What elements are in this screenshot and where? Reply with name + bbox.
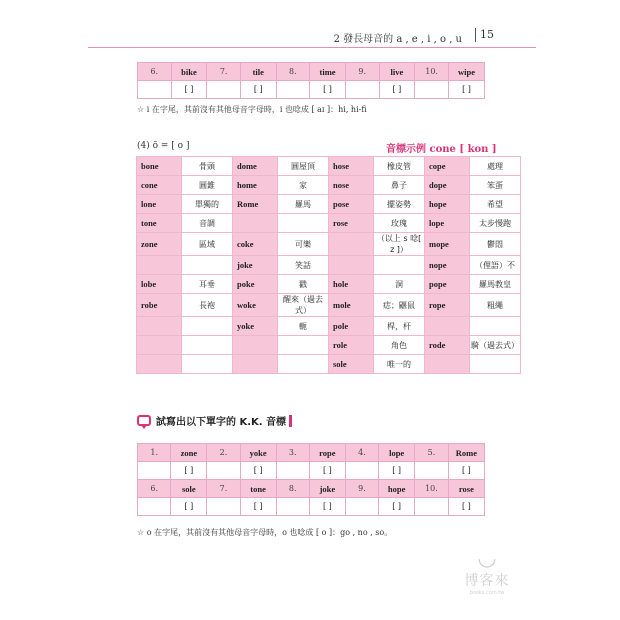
vocab-meaning: 角色 (374, 336, 425, 355)
answer-bracket[interactable]: [ ] (240, 462, 276, 480)
vocab-word: lone (137, 195, 182, 214)
vocab-meaning: 笑話 (278, 256, 329, 275)
table-row (138, 63, 485, 81)
vocab-word: role (329, 336, 374, 355)
table-row (138, 498, 485, 516)
item-word: tile (240, 63, 276, 81)
vocab-meaning (182, 355, 233, 374)
vocab-meaning: 騎（過去式） (470, 336, 521, 355)
item-number: 1. (138, 444, 171, 462)
vocab-word: pole (329, 317, 374, 336)
vocab-word (137, 317, 182, 336)
vocab-meaning: 戳 (278, 275, 329, 294)
item-word: joke (309, 480, 345, 498)
vocab-word: zone (137, 233, 182, 256)
item-number: 8. (276, 480, 309, 498)
vocab-word (233, 336, 278, 355)
page-header (88, 22, 536, 48)
vocab-word: cope (425, 157, 470, 176)
vocab-word: sole (329, 355, 374, 374)
vocab-word (233, 355, 278, 374)
item-word: sole (171, 480, 207, 498)
vocab-word (137, 256, 182, 275)
vocab-meaning: 家 (278, 176, 329, 195)
answer-bracket[interactable]: [ ] (171, 81, 207, 99)
answer-bracket[interactable]: [ ] (379, 81, 415, 99)
vocab-meaning (374, 256, 425, 275)
vocab-word: hole (329, 275, 374, 294)
vocab-word (425, 317, 470, 336)
heading-accent-bar (289, 415, 292, 427)
table-row (137, 256, 521, 275)
item-number: 10. (415, 63, 449, 81)
vocab-word (425, 355, 470, 374)
item-number: 9. (345, 480, 378, 498)
answer-bracket[interactable]: [ ] (171, 498, 207, 516)
vocab-meaning: 羅馬教皇 (470, 275, 521, 294)
vocab-meaning (470, 317, 521, 336)
vocab-meaning: 圓錐 (182, 176, 233, 195)
vocab-meaning: 鼻子 (374, 176, 425, 195)
example-label: 音標示例 cone [ kon ] (386, 144, 497, 155)
vocab-meaning: 洞 (374, 275, 425, 294)
note-i-ending: ☆ i 在字尾，其前沒有其他母音字母時，i 也唸成 [ aɪ ]：hi, hi-fi (137, 105, 367, 114)
chat-bubble-icon (137, 415, 151, 426)
item-number: 2. (207, 444, 240, 462)
answer-bracket[interactable]: [ ] (448, 462, 484, 480)
vocab-word (329, 256, 374, 275)
answer-bracket[interactable]: [ ] (310, 81, 346, 99)
vocab-word (137, 355, 182, 374)
vocab-meaning (278, 336, 329, 355)
vocab-meaning: 醒來（過去式） (278, 294, 329, 317)
vocab-meaning: （俚語）不 (470, 256, 521, 275)
table-row (137, 214, 521, 233)
answer-bracket[interactable]: [ ] (379, 498, 415, 516)
item-word: bike (171, 63, 207, 81)
vocab-word: pope (425, 275, 470, 294)
vocab-meaning: 希望 (470, 195, 521, 214)
item-word: wipe (449, 63, 485, 81)
answer-bracket[interactable]: [ ] (448, 498, 484, 516)
table-row (137, 336, 521, 355)
vocab-meaning: 骨頭 (182, 157, 233, 176)
answer-bracket[interactable]: [ ] (449, 81, 485, 99)
item-number: 6. (138, 480, 171, 498)
header-separator (475, 28, 476, 42)
table-row (137, 294, 521, 317)
item-word: lope (379, 444, 415, 462)
vocab-word: rode (425, 336, 470, 355)
item-word: live (379, 63, 415, 81)
vocab-word: bone (137, 157, 182, 176)
vocab-word (137, 336, 182, 355)
vocab-meaning: 耳垂 (182, 275, 233, 294)
item-word: time (310, 63, 346, 81)
watermark (452, 548, 522, 608)
vocab-meaning: 唯一的 (374, 355, 425, 374)
exercise-heading (137, 413, 292, 428)
table-row (137, 317, 521, 336)
answer-bracket[interactable]: [ ] (309, 462, 345, 480)
item-word: tone (240, 480, 276, 498)
item-number: 4. (345, 444, 378, 462)
vocab-meaning: 痣；鼴鼠 (374, 294, 425, 317)
vocab-word: joke (233, 256, 278, 275)
table-row (138, 480, 485, 498)
item-number: 7. (207, 63, 241, 81)
section-title: (4) ō = [ o ] (137, 141, 190, 151)
table-row (137, 275, 521, 294)
vocab-word: hope (425, 195, 470, 214)
top-exercise-table (137, 62, 485, 99)
answer-bracket[interactable]: [ ] (240, 498, 276, 516)
vocab-word: hose (329, 157, 374, 176)
table-row (137, 233, 521, 256)
exercise-table (137, 443, 485, 516)
vocab-word: lope (425, 214, 470, 233)
item-word: zone (171, 444, 207, 462)
table-row (137, 195, 521, 214)
vocab-meaning: 太步慢跑 (470, 214, 521, 233)
vocab-meaning: （以上 s 唸[ z ]） (374, 233, 425, 256)
item-number: 8. (276, 63, 310, 81)
vocab-meaning (278, 214, 329, 233)
vocab-meaning: 區域 (182, 233, 233, 256)
exercise-heading-text: 試寫出以下單字的 K.K. 音標 (156, 417, 287, 428)
vocab-meaning (470, 355, 521, 374)
note-o-ending: ☆ o 在字尾，其前沒有其他母音字母時，o 也唸成 [ o ]：go , no , so。 (137, 528, 393, 537)
vocab-meaning: 可樂 (278, 233, 329, 256)
item-word: Rome (448, 444, 484, 462)
vocab-word: lobe (137, 275, 182, 294)
vocab-word (233, 214, 278, 233)
header-rule (88, 47, 536, 48)
vocab-meaning: 軛 (278, 317, 329, 336)
vocabulary-table (136, 156, 521, 374)
watermark-text: 博客來 (464, 573, 510, 589)
running-title: 2 發長母音的 a , e , i , o , u (333, 34, 462, 45)
vocab-meaning: 桿，杆 (374, 317, 425, 336)
table-row (137, 157, 521, 176)
vocab-word: robe (137, 294, 182, 317)
vocab-word: rose (329, 214, 374, 233)
vocab-meaning: 處理 (470, 157, 521, 176)
answer-bracket[interactable]: [ ] (379, 462, 415, 480)
vocab-word: cone (137, 176, 182, 195)
vocab-word: yoke (233, 317, 278, 336)
vocab-meaning: 笨蛋 (470, 176, 521, 195)
vocab-meaning (182, 336, 233, 355)
item-number: 7. (207, 480, 240, 498)
vocab-meaning: 玫瑰 (374, 214, 425, 233)
item-word: hope (379, 480, 415, 498)
vocab-word: mope (425, 233, 470, 256)
answer-bracket[interactable]: [ ] (171, 462, 207, 480)
table-row (137, 176, 521, 195)
vocab-word: dope (425, 176, 470, 195)
vocab-word: woke (233, 294, 278, 317)
vocab-meaning: 鬱悶 (470, 233, 521, 256)
vocab-meaning: 圓屋頂 (278, 157, 329, 176)
vocab-word: rope (425, 294, 470, 317)
vocab-word: coke (233, 233, 278, 256)
vocab-meaning: 粗繩 (470, 294, 521, 317)
answer-bracket[interactable]: [ ] (240, 81, 276, 99)
item-word: yoke (240, 444, 276, 462)
table-row (137, 355, 521, 374)
vocab-word: Rome (233, 195, 278, 214)
page-number: 15 (480, 28, 494, 41)
vocab-meaning: 橡皮管 (374, 157, 425, 176)
watermark-url: books.com.tw (469, 590, 505, 596)
shopping-bag-icon: ◡ (477, 546, 497, 571)
vocab-word: home (233, 176, 278, 195)
vocab-word: dome (233, 157, 278, 176)
item-number: 10. (415, 480, 449, 498)
table-row (138, 81, 485, 99)
vocab-meaning (182, 256, 233, 275)
vocab-meaning: 羅馬 (278, 195, 329, 214)
vocab-word: tone (137, 214, 182, 233)
vocab-word: mole (329, 294, 374, 317)
vocab-meaning: 長袍 (182, 294, 233, 317)
item-word: rope (309, 444, 345, 462)
item-number: 9. (345, 63, 379, 81)
vocab-meaning: 擺姿勢 (374, 195, 425, 214)
item-number: 3. (276, 444, 309, 462)
vocab-word: pose (329, 195, 374, 214)
vocab-meaning: 音調 (182, 214, 233, 233)
vocab-word (329, 233, 374, 256)
table-row (138, 444, 485, 462)
vocab-word: nose (329, 176, 374, 195)
vocab-meaning (278, 355, 329, 374)
vocab-word: poke (233, 275, 278, 294)
vocab-meaning: 單獨的 (182, 195, 233, 214)
answer-bracket[interactable]: [ ] (309, 498, 345, 516)
item-number: 5. (415, 444, 449, 462)
table-row (138, 462, 485, 480)
vocab-meaning (182, 317, 233, 336)
item-word: rose (448, 480, 484, 498)
vocab-word: nope (425, 256, 470, 275)
item-number: 6. (138, 63, 172, 81)
